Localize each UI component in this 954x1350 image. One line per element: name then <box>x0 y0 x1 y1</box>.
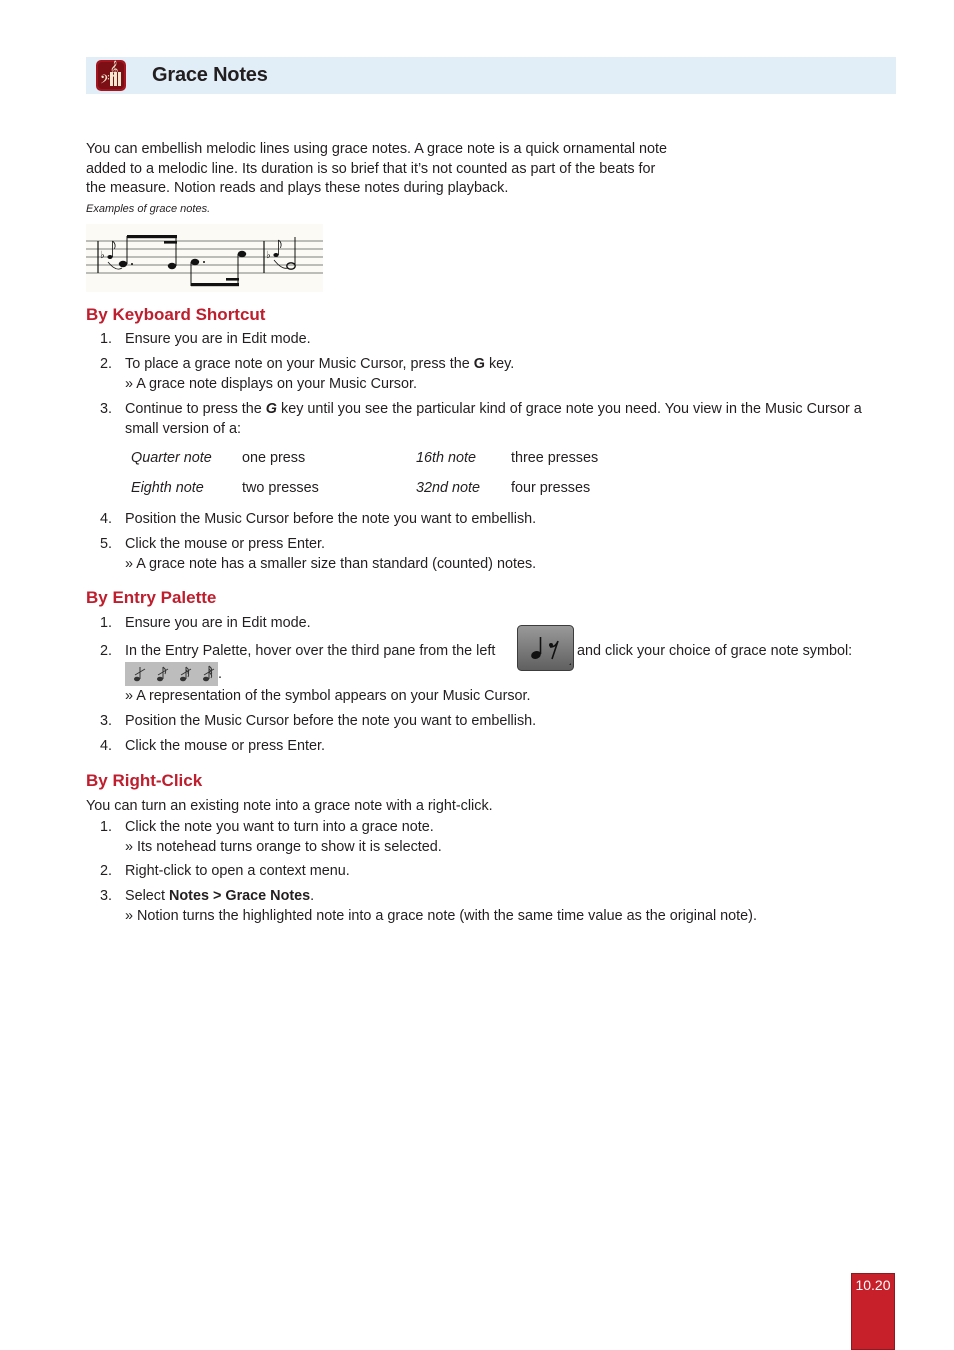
step-number: 1. <box>100 819 113 835</box>
step-number: 1. <box>100 615 113 631</box>
intro-paragraph: You can embellish melodic lines using grace notes. A grace note is a quick ornamental note added to a melodic line. Its duration is so brief that it’s not counted as part of the beats for the measure. Notion reads and plays these notes during playback. <box>86 141 668 196</box>
step-text: Ensure you are in Edit mode. <box>125 615 311 631</box>
step-text: Click the mouse or press Enter. <box>125 738 325 754</box>
step-result: » A grace note displays on your Music Cursor. <box>125 375 417 392</box>
step-text-post: key until you see the particular kind of grace note you need. You view in the Music Cursor a small version of a: <box>125 401 862 437</box>
page-number-tab <box>851 1273 895 1350</box>
heading-right-click: By Right-Click <box>86 771 203 790</box>
step-text: Ensure you are in Edit mode. <box>125 331 311 347</box>
step-text <box>125 400 895 439</box>
step-result: » A grace note has a smaller size than standard (counted) notes. <box>125 555 537 572</box>
svg-text:𝄢: 𝄢 <box>100 72 110 90</box>
table-presses-32nd: four presses <box>511 480 591 496</box>
table-note-quarter: Quarter note <box>131 450 212 466</box>
step-text-post: . <box>310 888 315 904</box>
step-number: 4. <box>100 511 113 527</box>
key-g: G <box>265 401 277 417</box>
step-text-pre: To place a grace note on your Music Cursor, press the <box>125 356 474 372</box>
grace-note-symbols-strip[interactable] <box>125 662 218 686</box>
step-text: Position the Music Cursor before the note you want to embellish. <box>125 511 537 527</box>
page-title: Grace Notes <box>152 64 268 86</box>
svg-text:♭: ♭ <box>266 250 271 261</box>
step-number: 3. <box>100 888 113 904</box>
step-text-post: and click your choice of grace note symbol: <box>577 643 853 659</box>
step-text: Right-click to open a context menu. <box>125 863 350 879</box>
key-g: G <box>473 356 485 372</box>
step-number: 2. <box>100 863 113 879</box>
heading-entry-palette: By Entry Palette <box>86 588 217 607</box>
step-text-pre: Continue to press the <box>125 401 266 417</box>
step-number: 2. <box>100 356 113 372</box>
page-number: 10.20 <box>855 1277 891 1293</box>
step-text-pre: In the Entry Palette, hover over the third pane from the left <box>125 643 496 659</box>
figure-caption: Examples of grace notes. <box>86 203 211 215</box>
step-text-post: key. <box>484 356 515 372</box>
table-presses-quarter: one press <box>242 450 306 466</box>
menu-path: Notes > Grace Notes <box>169 888 311 904</box>
step-number: 5. <box>100 536 113 552</box>
heading-keyboard-shortcut: By Keyboard Shortcut <box>86 305 266 324</box>
right-click-intro: You can turn an existing note into a grace note with a right-click. <box>86 798 493 814</box>
step-number: 4. <box>100 738 113 754</box>
step-text <box>125 535 895 574</box>
step-result: » Its notehead turns orange to show it is selected. <box>125 838 442 855</box>
table-note-eighth: Eighth note <box>131 480 204 496</box>
step-text-period: . <box>218 666 222 682</box>
step-result: » Notion turns the highlighted note into a grace note (with the same time value as the original note). <box>125 907 757 924</box>
svg-text:𝄞: 𝄞 <box>110 61 119 77</box>
page-header <box>86 57 896 94</box>
step-text <box>125 355 895 394</box>
step-text-main: Click the note you want to turn into a grace note. <box>125 819 434 835</box>
table-note-16th: 16th note <box>416 450 477 466</box>
step-text: Position the Music Cursor before the note you want to embellish. <box>125 713 537 729</box>
step-text-pre: Select <box>125 888 169 904</box>
step-text <box>125 818 895 857</box>
step-number: 3. <box>100 401 113 417</box>
grace-notes-notation-figure <box>86 224 323 292</box>
step-text-main: Click the mouse or press Enter. <box>125 536 325 552</box>
step-result: » A representation of the symbol appears on your Music Cursor. <box>125 688 531 704</box>
table-presses-eighth: two presses <box>242 480 319 496</box>
notion-app-icon <box>96 60 126 91</box>
svg-text:♭: ♭ <box>100 250 105 261</box>
table-note-32nd: 32nd note <box>416 480 481 496</box>
table-presses-16th: three presses <box>511 450 599 466</box>
step-number: 1. <box>100 331 113 347</box>
step-number: 2. <box>100 643 113 659</box>
step-text <box>125 887 895 926</box>
step-number: 3. <box>100 713 113 729</box>
entry-palette-pane-icon[interactable] <box>517 625 574 671</box>
